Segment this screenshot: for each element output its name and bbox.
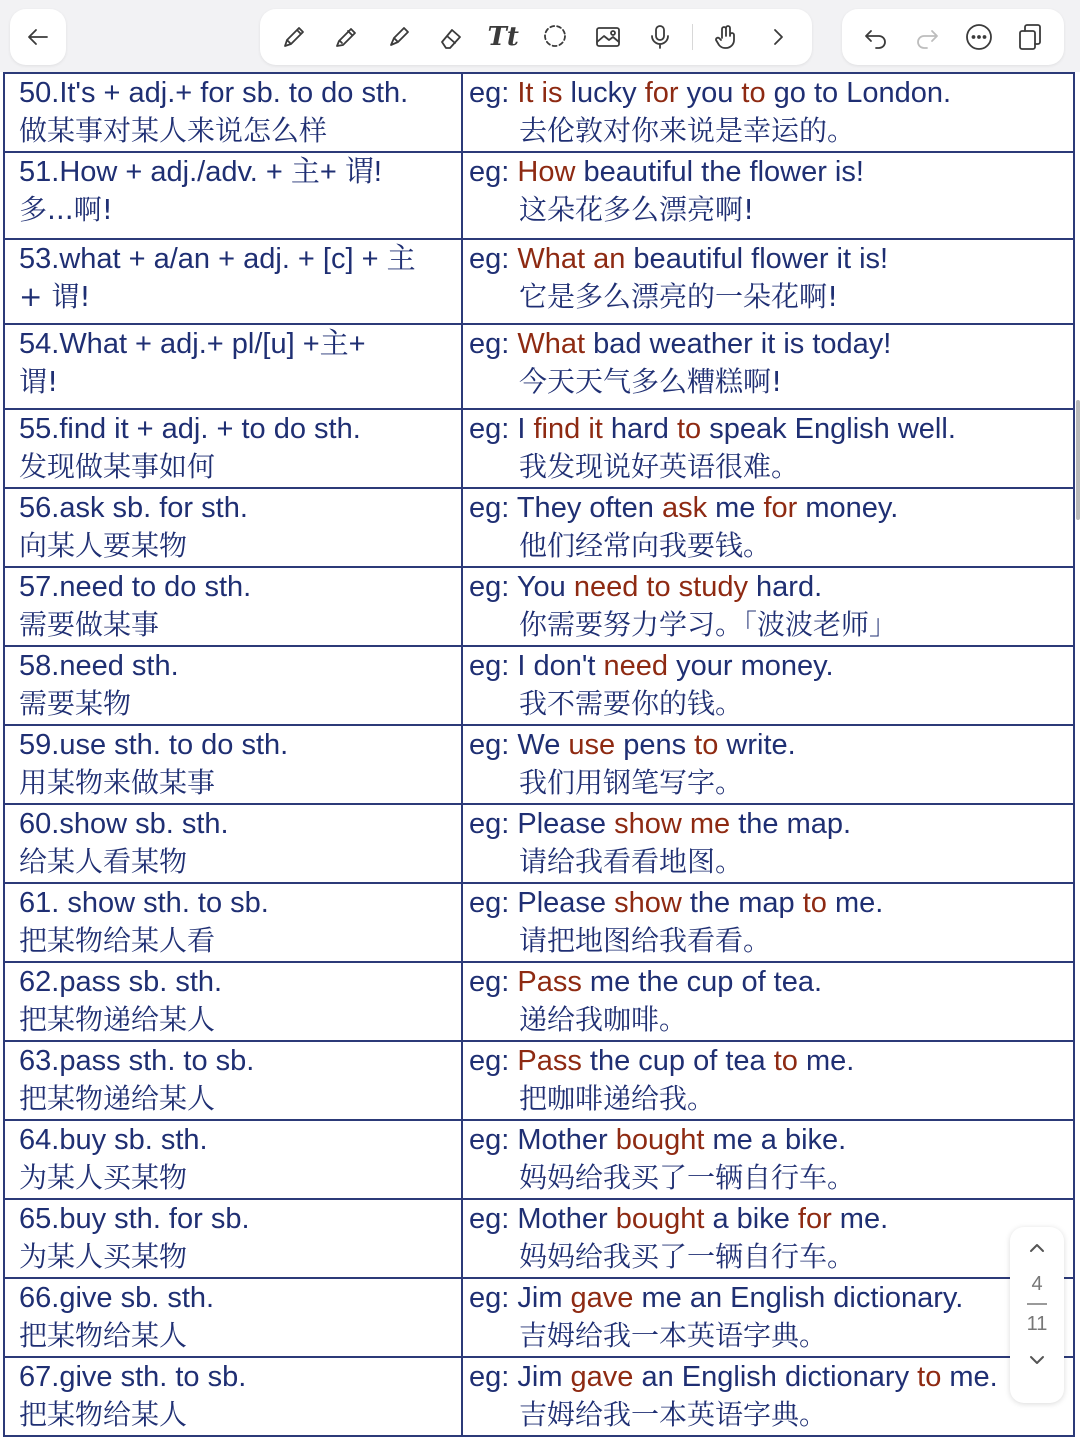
sentence-part: me. (831, 1203, 889, 1235)
sentence-part: eg: We (469, 729, 569, 761)
pattern-meaning: + 谓! (19, 280, 91, 313)
example-translation: 这朵花多么漂亮啊! (519, 193, 755, 226)
pattern-meaning: 把某物递给某人 (19, 1082, 216, 1115)
sentence-part: me. (826, 887, 884, 919)
example-sentence (469, 726, 1073, 764)
sentence-part: the map (681, 887, 803, 919)
chevron-up-icon (1026, 1237, 1048, 1259)
key-phrase: ask (661, 492, 708, 524)
table-row (4, 883, 1074, 962)
key-phrase: What (517, 328, 586, 360)
key-phrase: for (797, 1203, 832, 1235)
example-cell (462, 567, 1074, 646)
example-cell (462, 883, 1074, 962)
example-sentence (469, 153, 1073, 191)
key-phrase: to (802, 887, 827, 919)
sentence-part: eg: (469, 1045, 518, 1077)
sentence-part: eg: (469, 243, 518, 275)
pattern-meaning: 为某人买某物 (19, 1161, 188, 1194)
current-page: 4 (1031, 1273, 1043, 1295)
pattern-text: 56.ask sb. for sth. (19, 492, 248, 524)
pattern-meaning: 谓! (19, 365, 59, 398)
sentence-part: an English dictionary (633, 1361, 918, 1393)
pattern-text: 62.pass sb. sth. (19, 966, 223, 998)
note-page (0, 72, 1080, 1440)
pattern-text: 58.need sth. (19, 650, 179, 682)
example-cell (462, 804, 1074, 883)
pattern-cell (4, 646, 462, 725)
key-phrase: to (917, 1361, 942, 1393)
sentence-part: me. (941, 1361, 998, 1393)
table-row (4, 1199, 1074, 1278)
example-sentence (469, 489, 1073, 527)
table-row (4, 962, 1074, 1041)
example-sentence (469, 1200, 1073, 1238)
key-phrase: It is (517, 77, 563, 109)
pattern-text: 60.show sb. sth. (19, 808, 229, 840)
sentence-part: eg: Please (469, 808, 615, 840)
sentence-part: eg: I (469, 413, 534, 445)
table-row (4, 567, 1074, 646)
sentence-part: eg: Please (469, 887, 615, 919)
sentence-part: hard (602, 413, 677, 445)
pattern-cell (4, 804, 462, 883)
pattern-meaning: 需要某物 (19, 687, 132, 720)
pattern-cell (4, 488, 462, 567)
example-translation: 我发现说好英语很难。 (519, 450, 800, 483)
example-translation: 吉姆给我一本英语字典。 (519, 1398, 828, 1431)
example-sentence (469, 1279, 1073, 1317)
table-row (4, 725, 1074, 804)
pattern-text: 59.use sth. to do sth. (19, 729, 289, 761)
key-phrase: show me (614, 808, 731, 840)
example-sentence (469, 963, 1073, 1001)
pattern-cell (4, 1199, 462, 1278)
pattern-meaning: 把某物给某人 (19, 1319, 188, 1352)
key-phrase: gave (570, 1361, 634, 1393)
sentence-part: write. (718, 729, 796, 761)
key-phrase: gave (570, 1282, 634, 1314)
sentence-part: eg: They often (469, 492, 662, 524)
page-up-button[interactable] (1010, 1227, 1064, 1269)
back-button[interactable] (10, 9, 66, 65)
table-row (4, 646, 1074, 725)
key-phrase: need to study (573, 571, 748, 603)
table-row (4, 1041, 1074, 1120)
sentence-part: the map. (730, 808, 852, 840)
example-cell (462, 239, 1074, 324)
example-sentence (469, 325, 1073, 363)
example-sentence (469, 884, 1073, 922)
sentence-part: pens (615, 729, 695, 761)
pattern-cell (4, 962, 462, 1041)
example-cell (462, 1199, 1074, 1278)
image-icon[interactable] (588, 17, 628, 57)
pattern-cell (4, 725, 462, 804)
key-phrase: to (773, 1045, 798, 1077)
example-translation: 我不需要你的钱。 (519, 687, 744, 720)
chevron-down-icon (1026, 1349, 1048, 1371)
example-translation: 他们经常向我要钱。 (519, 529, 772, 562)
sentence-part: your money. (668, 650, 834, 682)
key-phrase: Pass (517, 1045, 582, 1077)
pattern-text: 65.buy sth. for sb. (19, 1203, 250, 1235)
pattern-cell (4, 1357, 462, 1436)
table-row (4, 152, 1074, 239)
key-phrase: find it (533, 413, 603, 445)
sentence-part: eg: Jim (469, 1361, 571, 1393)
pattern-cell (4, 409, 462, 488)
pencil-icon[interactable] (274, 17, 314, 57)
key-phrase: need (603, 650, 669, 682)
table-row (4, 324, 1074, 409)
key-phrase: use (568, 729, 616, 761)
grammar-table (3, 72, 1075, 1437)
pattern-text: 57.need to do sth. (19, 571, 252, 603)
sentence-part: me the cup of tea. (581, 966, 823, 998)
pages-icon[interactable] (1010, 17, 1050, 57)
example-sentence (469, 1121, 1073, 1159)
table-row (4, 1278, 1074, 1357)
example-cell (462, 152, 1074, 239)
example-cell (462, 1278, 1074, 1357)
undo-icon[interactable] (856, 17, 896, 57)
pattern-text: 51.How + adj./adv. + 主+ 谓! (19, 156, 382, 188)
example-translation: 把咖啡递给我。 (519, 1082, 716, 1115)
table-row (4, 488, 1074, 567)
sentence-part: you (678, 77, 742, 109)
table-row (4, 1357, 1074, 1436)
example-cell (462, 488, 1074, 567)
key-phrase: How (517, 156, 576, 188)
sentence-part: me. (797, 1045, 855, 1077)
key-phrase: What an (517, 243, 626, 275)
sentence-part: eg: Jim (469, 1282, 571, 1314)
pattern-cell (4, 239, 462, 324)
key-phrase: bought (615, 1124, 705, 1156)
sentence-part: eg: (469, 77, 518, 109)
action-buttons (842, 9, 1064, 65)
pattern-text: 64.buy sb. sth. (19, 1124, 208, 1156)
pattern-cell (4, 1041, 462, 1120)
marker-icon[interactable] (326, 17, 366, 57)
example-cell (462, 725, 1074, 804)
page-down-button[interactable] (1010, 1339, 1064, 1381)
pattern-cell (4, 1120, 462, 1199)
example-translation: 妈妈给我买了一辆自行车。 (519, 1161, 856, 1194)
more-icon[interactable] (959, 17, 999, 57)
example-cell (462, 1120, 1074, 1199)
example-cell (462, 409, 1074, 488)
chevron-right-icon[interactable] (758, 17, 798, 57)
example-sentence (469, 74, 1073, 112)
pattern-text: 67.give sth. to sb. (19, 1361, 247, 1393)
sentence-part: speak English well. (701, 413, 956, 445)
sentence-part: eg: Mother (469, 1124, 616, 1156)
sentence-part: eg: (469, 156, 518, 188)
pattern-meaning: 把某物递给某人 (19, 1003, 216, 1036)
pattern-meaning: 发现做某事如何 (19, 450, 216, 483)
example-cell (462, 962, 1074, 1041)
example-sentence (469, 240, 1073, 278)
pattern-meaning: 做某事对某人来说怎么样 (19, 114, 328, 147)
sentence-part: eg: Mother (469, 1203, 616, 1235)
sentence-part: eg: (469, 328, 518, 360)
gesture-hand-icon[interactable] (706, 17, 746, 57)
sentence-part: go to London. (765, 77, 952, 109)
microphone-icon[interactable] (640, 17, 680, 57)
pattern-meaning: 给某人看某物 (19, 845, 188, 878)
table-row (4, 804, 1074, 883)
pattern-cell (4, 324, 462, 409)
key-phrase: bought (615, 1203, 705, 1235)
example-sentence (469, 647, 1073, 685)
sentence-part: the cup of tea (581, 1045, 774, 1077)
example-translation: 你需要努力学习。「波波老师」 (519, 608, 898, 641)
key-phrase: Pass (517, 966, 582, 998)
scrollbar[interactable] (1076, 400, 1080, 520)
pattern-text: 54.What + adj.+ pl/[u] +主+ (19, 328, 366, 360)
example-sentence (469, 410, 1073, 448)
example-cell (462, 73, 1074, 152)
page-divider (1027, 1303, 1047, 1305)
pattern-text: 50.It's + adj.+ for sb. to do sth. (19, 77, 409, 109)
key-phrase: to (741, 77, 766, 109)
pattern-text: 61. show sth. to sb. (19, 887, 269, 919)
sentence-part: eg: I don't (469, 650, 604, 682)
pattern-text: 66.give sb. sth. (19, 1282, 215, 1314)
sentence-part: me (707, 492, 764, 524)
top-toolbar (0, 0, 1080, 72)
example-sentence (469, 805, 1073, 843)
sentence-part: bad weather it is today! (585, 328, 892, 360)
pattern-meaning: 为某人买某物 (19, 1240, 188, 1273)
pattern-text: 55.find it + adj. + to do sth. (19, 413, 361, 445)
sentence-part: hard. (747, 571, 823, 603)
example-translation: 它是多么漂亮的一朵花啊! (519, 280, 839, 313)
example-translation: 请把地图给我看看。 (519, 924, 772, 957)
pattern-cell (4, 1278, 462, 1357)
example-translation: 妈妈给我买了一辆自行车。 (519, 1240, 856, 1273)
sentence-part: beautiful flower it is! (625, 243, 889, 275)
sentence-part: me an English dictionary. (633, 1282, 964, 1314)
example-translation: 递给我咖啡。 (519, 1003, 688, 1036)
arrow-left-icon[interactable] (18, 17, 58, 57)
example-cell (462, 1357, 1074, 1436)
toolbar-divider (692, 24, 693, 50)
example-sentence (469, 1358, 1073, 1396)
pattern-text: 63.pass sth. to sb. (19, 1045, 255, 1077)
eraser-icon[interactable] (431, 17, 471, 57)
table-row (4, 409, 1074, 488)
pattern-cell (4, 567, 462, 646)
sentence-part: beautiful the flower is! (575, 156, 864, 188)
key-phrase: to (677, 413, 702, 445)
highlighter-icon[interactable] (379, 17, 419, 57)
sentence-part: money. (797, 492, 899, 524)
example-translation: 我们用钢笔写字。 (519, 766, 744, 799)
example-sentence (469, 1042, 1073, 1080)
example-translation: 请给我看看地图。 (519, 845, 744, 878)
example-cell (462, 1041, 1074, 1120)
table-row (4, 239, 1074, 324)
pattern-cell (4, 152, 462, 239)
table-row (4, 73, 1074, 152)
example-translation: 吉姆给我一本英语字典。 (519, 1319, 828, 1352)
pattern-meaning: 把某物给某人 (19, 1398, 188, 1431)
table-row (4, 1120, 1074, 1199)
sentence-part: eg: (469, 966, 518, 998)
redo-icon[interactable] (907, 17, 947, 57)
example-translation: 今天天气多么糟糕啊! (519, 365, 783, 398)
key-phrase: show (614, 887, 682, 919)
example-cell (462, 646, 1074, 725)
pattern-text: 53.what + a/an + adj. + [c] + 主 (19, 243, 416, 275)
example-translation: 去伦敦对你来说是幸运的。 (519, 114, 856, 147)
sentence-part: a bike (704, 1203, 798, 1235)
pattern-meaning: 需要做某事 (19, 608, 160, 641)
pattern-meaning: 把某物给某人看 (19, 924, 216, 957)
pattern-meaning: 多...啊! (19, 193, 113, 226)
example-sentence (469, 568, 1073, 606)
pattern-cell (4, 73, 462, 152)
page-indicator (1010, 1227, 1064, 1403)
key-phrase: for (763, 492, 798, 524)
total-pages: 11 (1026, 1313, 1048, 1335)
pattern-meaning: 用某物来做某事 (19, 766, 216, 799)
sentence-part: lucky (562, 77, 645, 109)
pattern-cell (4, 883, 462, 962)
sentence-part: eg: You (469, 571, 574, 603)
key-phrase: for (644, 77, 679, 109)
lasso-icon[interactable] (535, 17, 575, 57)
sentence-part: me a bike. (704, 1124, 847, 1156)
key-phrase: to (694, 729, 719, 761)
pattern-meaning: 向某人要某物 (19, 529, 188, 562)
example-cell (462, 324, 1074, 409)
drawing-tools (260, 9, 812, 65)
text-tool-icon[interactable]: Tt (487, 22, 519, 52)
